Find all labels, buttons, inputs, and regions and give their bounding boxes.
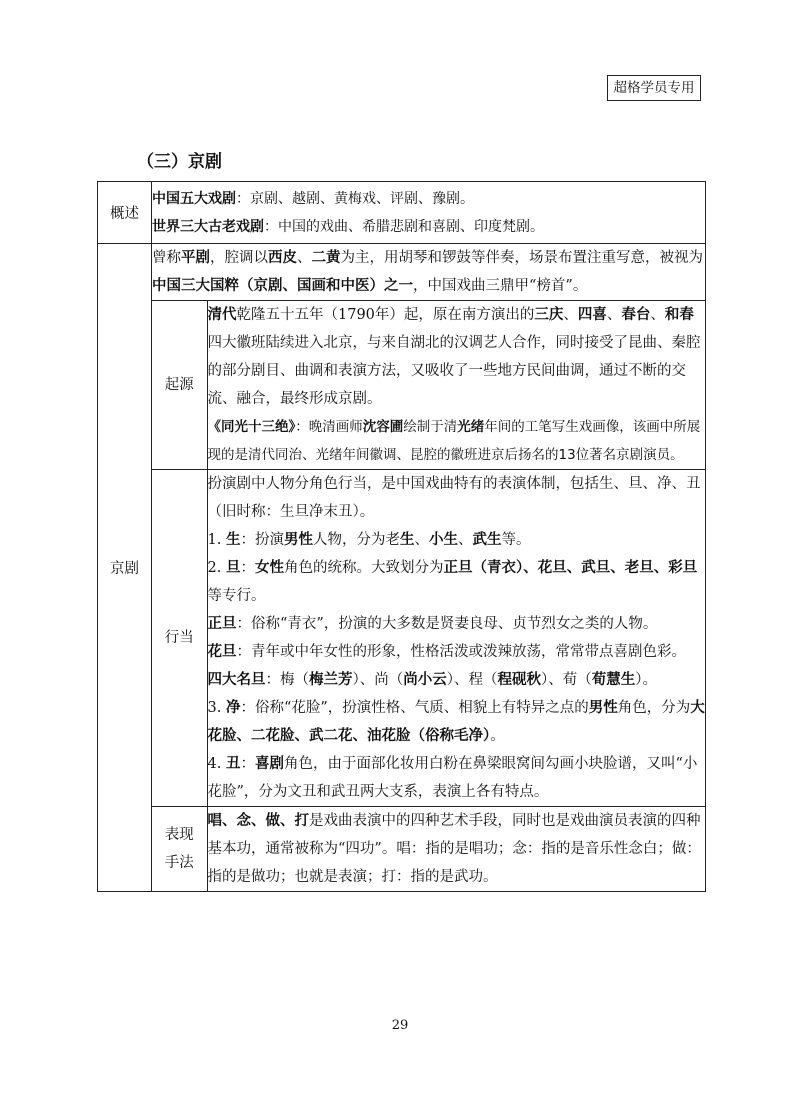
text-run: 等专行。 [207, 588, 266, 604]
text-run: 3. [207, 700, 226, 716]
roles-paragraph [208, 610, 706, 638]
bold-text-run: 中国五大戏剧 [152, 190, 236, 207]
text-run: ）。 [635, 672, 657, 688]
three-ancient-dramas-line [152, 213, 705, 241]
overview-row [98, 182, 706, 244]
jingju-content [152, 244, 706, 892]
bold-text-run: 和春 [664, 306, 694, 323]
exclusive-use-stamp: 超格学员专用 [607, 75, 701, 101]
bold-text-run: 梅兰芳 [309, 671, 353, 688]
bold-text-run: 尚小云 [403, 671, 447, 688]
bold-text-run: 小生 [428, 531, 458, 548]
text-run: 、 [297, 250, 312, 266]
text-run: 1. [207, 532, 226, 548]
techniques-label [152, 807, 207, 892]
text-run: 、 [606, 307, 622, 323]
bold-text-run: 光绪 [457, 419, 485, 435]
text-run: 角色的统称。大致划分为 [283, 560, 444, 576]
overview-label: 概述 [98, 182, 152, 244]
text-run: ：俗称“青衣”，扮演的大多数是贤妻良母、贞节烈女之类的人物。 [236, 616, 658, 632]
roles-paragraph [208, 526, 706, 554]
text-run: ，中国戏曲三鼎甲“榜首”。 [413, 278, 588, 294]
bold-text-run: 春台 [621, 306, 651, 323]
portrait-paragraph [208, 413, 706, 469]
text-run: 、 [414, 532, 429, 548]
bold-text-run: 世界三大古老戏剧 [152, 218, 264, 235]
text-run: ：梅（ [265, 672, 309, 688]
jingju-inner-table [152, 244, 705, 891]
text-run: 曾称 [152, 250, 181, 266]
bold-text-run: 中国三大国粹（京剧、国画和中医）之一 [152, 277, 413, 294]
text-run: 、 [563, 307, 578, 323]
bold-text-run: 三庆 [534, 306, 564, 323]
origin-content [207, 301, 705, 470]
bold-text-run: 沈容圃 [362, 419, 404, 435]
bold-text-run: 丑 [225, 755, 241, 772]
bold-text-run: 男性 [588, 699, 618, 716]
bold-text-run: 四喜 [577, 306, 607, 323]
jingju-label: 京剧 [98, 244, 152, 892]
bold-text-run: 花旦 [207, 643, 237, 660]
text-run: 、 [650, 307, 665, 323]
bold-text-run: 《同光十三绝》 [207, 419, 296, 435]
techniques-label-line: 表现 [164, 827, 194, 843]
bold-text-run: 四大名旦 [207, 671, 266, 688]
techniques-row [152, 807, 705, 892]
overview-content [152, 182, 706, 244]
bold-text-run: 西皮 [268, 249, 297, 266]
text-run: ：京剧、越剧、黄梅戏、评剧、豫剧。 [236, 190, 474, 207]
text-run: 2. [207, 560, 226, 576]
roles-content [207, 470, 705, 807]
techniques-label-line: 手法 [164, 855, 194, 871]
bold-text-run: 正旦（青衣）、花旦、武旦、老旦、彩旦 [443, 559, 698, 576]
roles-paragraph [208, 638, 706, 666]
bold-text-run: 女性 [254, 559, 284, 576]
bold-text-run: 二黄 [311, 249, 341, 266]
text-run: ：青年或中年女性的形象，性格活泼或泼辣放荡，常常带点喜剧色彩。 [236, 644, 686, 660]
text-run: 角色，由于面部化妆用白粉在鼻梁眼窝间勾画小块脸谱，又叫“小花脸”，分为文丑和武丑两大支系，表演上各有特点。 [207, 756, 698, 800]
bold-text-run: 净 [225, 699, 241, 716]
text-run: ：俗称“花脸”，扮演性格、气质、相貌上有特异之点的 [240, 700, 589, 716]
roles-paragraph [208, 470, 706, 526]
text-run: 。 [490, 728, 505, 744]
roles-paragraph [208, 554, 706, 610]
text-run: 是戏曲表演中的四种艺术手段，同时也是戏曲演员表演的四种基本功，通常被称为“四功”。唱：指的是唱功；念：指的是音乐性念白；做：指的是做功；也就是表演；打：指的是武功。 [207, 813, 701, 885]
bold-text-run: 程砚秋 [497, 671, 541, 688]
origin-label: 起源 [152, 301, 207, 470]
roles-label: 行当 [152, 470, 207, 807]
origin-paragraph [208, 301, 706, 413]
bold-text-run: 生 [399, 531, 415, 548]
bold-text-run: 生 [225, 531, 241, 548]
page-number: 29 [391, 1018, 409, 1033]
bold-text-run: 喜剧 [254, 755, 284, 772]
text-run: ）、程（ [446, 672, 498, 688]
content-table [97, 181, 706, 892]
roles-paragraph [208, 666, 706, 694]
bold-text-run: 旦 [225, 559, 241, 576]
text-run: 4. [207, 756, 226, 772]
bold-text-run: 唱、念、做、打 [207, 812, 309, 829]
text-run: 四大徽班陆续进入北京，与来自湖北的汉调艺人合作，同时接受了昆曲、秦腔的部分剧目、曲调和表演方法，又吸收了一些地方民间曲调，通过不断的交流、融合，最终形成京剧。 [207, 335, 701, 407]
text-run: ，腔调以 [210, 250, 268, 266]
origin-row [152, 301, 705, 470]
text-run: 、 [457, 532, 473, 548]
roles-paragraph [208, 694, 706, 750]
intro-row [152, 244, 705, 301]
text-run: ：中国的戏曲、希腊悲剧和喜剧、印度梵剧。 [264, 218, 544, 235]
text-run: 乾隆五十五年（1790年）起，原在南方演出的 [236, 307, 535, 323]
text-run: ： [240, 756, 255, 772]
text-run: 扮演剧中人物分角色行当，是中国戏曲特有的表演体制，包括生、旦、净、丑（旧时称：生旦净末丑）。 [207, 476, 701, 520]
bold-text-run: 平剧 [181, 249, 210, 266]
text-run: 为主，用胡琴和锣鼓等伴奏，场景布置注重写意，被视为 [340, 250, 703, 266]
bold-text-run: 武生 [472, 531, 502, 548]
roles-row [152, 470, 705, 807]
text-run: 等。 [501, 532, 531, 548]
text-run: 角色，分为 [617, 700, 691, 716]
text-run: 人物，分为老 [312, 532, 400, 548]
techniques-content [207, 807, 705, 892]
text-run: 绘制于清 [403, 419, 458, 435]
text-run: ： [240, 560, 255, 576]
text-run: ）、荀（ [541, 672, 592, 688]
bold-text-run: 荀慧生 [591, 671, 636, 688]
text-run: 年间的工笔写生戏画像，该画中所展现的是清代同治、光绪年间徽调、昆腔的徽班进京后扬名的13位著名京剧演员。 [207, 419, 701, 463]
intro-text [152, 244, 705, 301]
section-title: （三）京剧 [137, 152, 222, 172]
bold-text-run: 男性 [283, 531, 313, 548]
bold-text-run: 大花脸、二花脸、武二花、油花脸（俗称毛净） [207, 699, 705, 744]
text-run: ）、尚（ [352, 672, 404, 688]
roles-paragraph [208, 750, 706, 806]
text-run: ：晚清画师 [295, 419, 363, 435]
five-operas-line [152, 185, 705, 213]
text-run: ：扮演 [240, 532, 284, 548]
bold-text-run: 清代 [207, 306, 237, 323]
jingju-row [98, 244, 706, 892]
bold-text-run: 正旦 [207, 615, 237, 632]
